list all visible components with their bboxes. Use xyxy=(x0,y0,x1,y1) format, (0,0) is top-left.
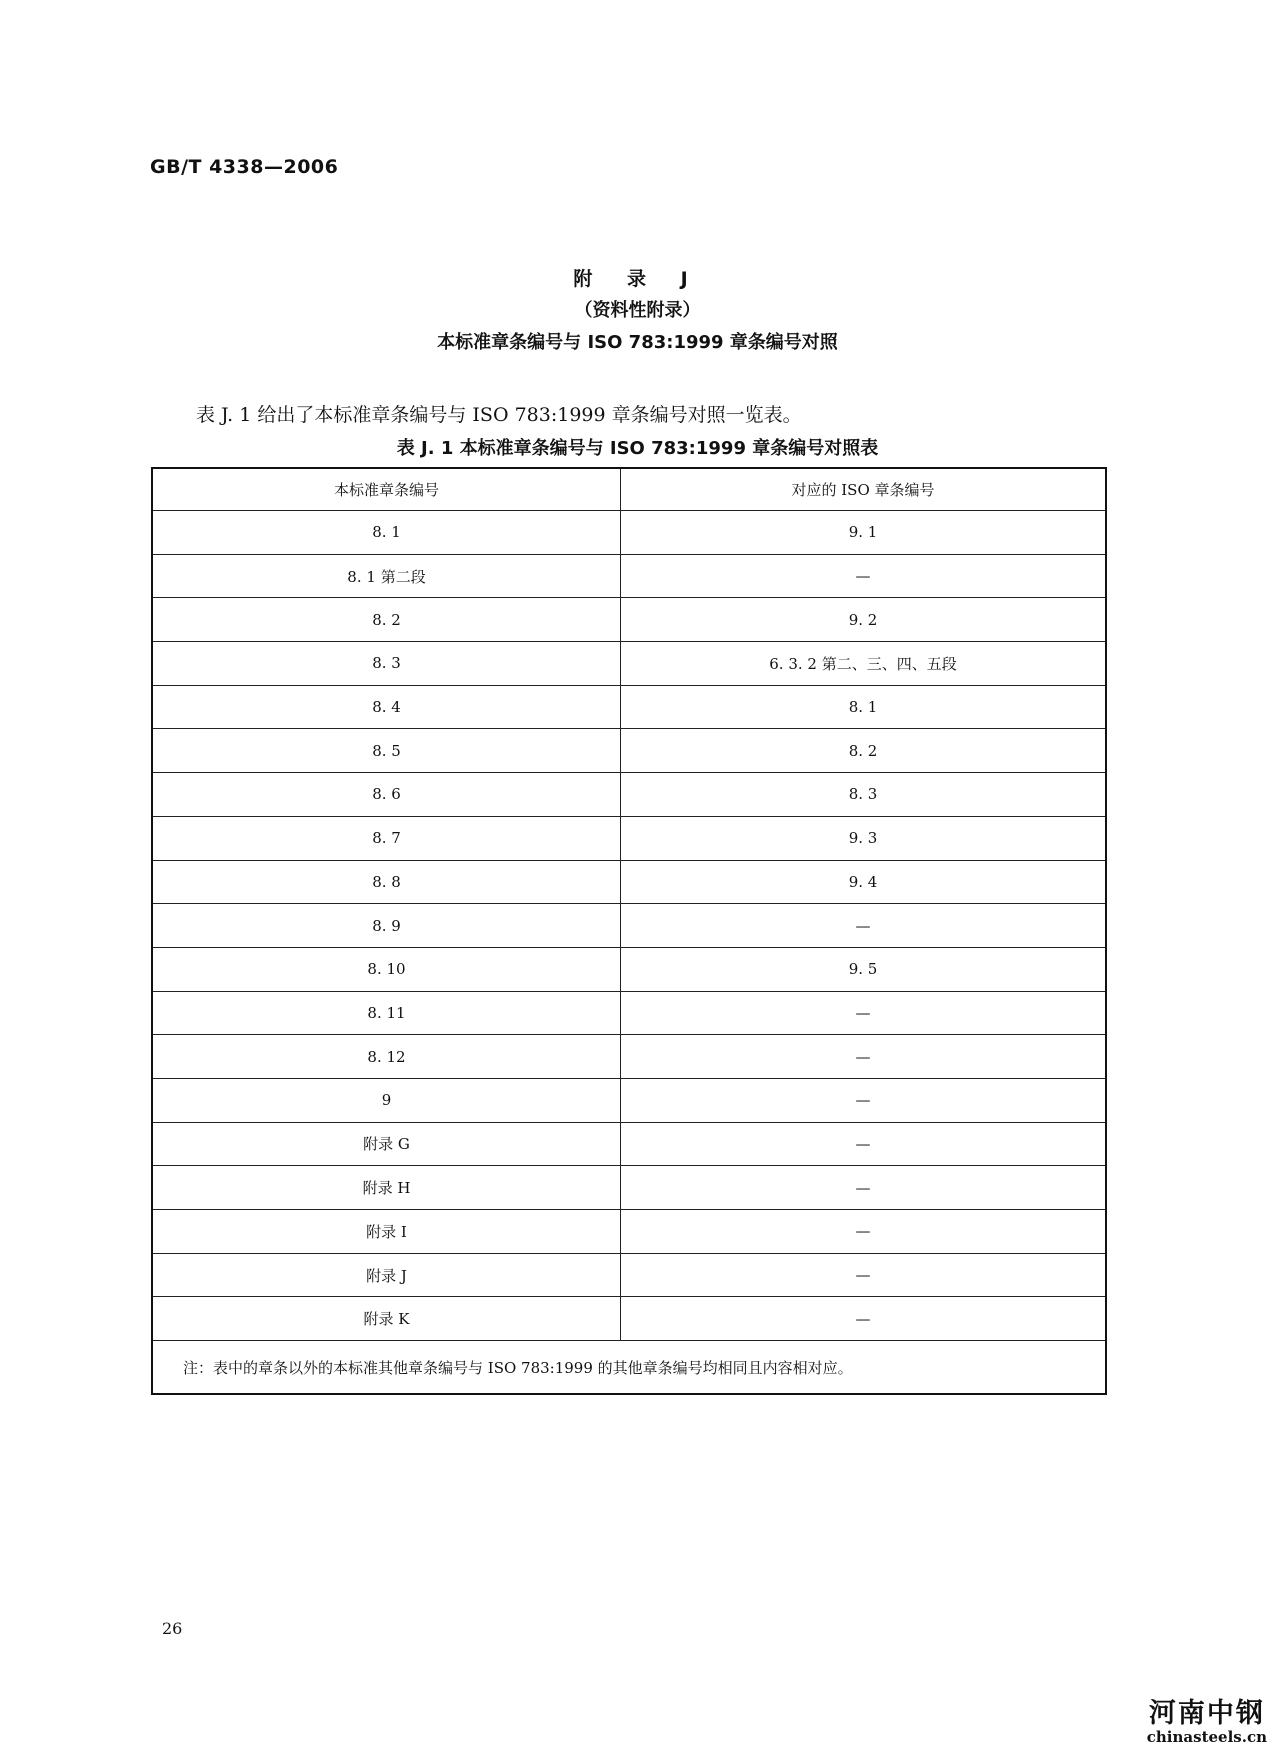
cell-iso-clause: — xyxy=(621,1297,1107,1341)
table-row xyxy=(152,1253,1106,1297)
cell-standard-clause: 8. 1 xyxy=(152,511,621,555)
table-row xyxy=(152,511,1106,555)
cell-standard-clause: 8. 8 xyxy=(152,860,621,904)
table-row xyxy=(152,816,1106,860)
cell-standard-clause: 附录 K xyxy=(152,1297,621,1341)
table-row xyxy=(152,947,1106,991)
cell-iso-clause: — xyxy=(621,1078,1107,1122)
table-row xyxy=(152,1210,1106,1254)
cell-iso-clause: — xyxy=(621,554,1107,598)
cell-standard-clause: 8. 10 xyxy=(152,947,621,991)
cell-standard-clause: 8. 4 xyxy=(152,685,621,729)
table-row xyxy=(152,1166,1106,1210)
cell-standard-clause: 附录 J xyxy=(152,1253,621,1297)
cell-standard-clause: 8. 12 xyxy=(152,1035,621,1079)
table-row xyxy=(152,1035,1106,1079)
cell-iso-clause: 9. 4 xyxy=(621,860,1107,904)
cell-iso-clause: 9. 5 xyxy=(621,947,1107,991)
cell-iso-clause: 9. 3 xyxy=(621,816,1107,860)
watermark-logo xyxy=(1147,1700,1267,1746)
table-row xyxy=(152,1078,1106,1122)
comparison-table xyxy=(151,467,1107,1395)
appendix-title: 附 录 J xyxy=(573,268,702,290)
cell-standard-clause: 8. 9 xyxy=(152,904,621,948)
cell-iso-clause: 8. 1 xyxy=(621,685,1107,729)
cell-iso-clause: — xyxy=(621,1253,1107,1297)
cell-standard-clause: 附录 I xyxy=(152,1210,621,1254)
cell-iso-clause: 8. 2 xyxy=(621,729,1107,773)
table-row xyxy=(152,685,1106,729)
table-note: 注：表中的章条以外的本标准其他章条编号与 ISO 783:1999 的其他章条编号均相同且内容相对应。 xyxy=(152,1341,1106,1395)
appendix-heading: 本标准章条编号与 ISO 783:1999 章条编号对照 xyxy=(437,332,838,353)
table-header-row xyxy=(152,468,1106,511)
table-row xyxy=(152,1122,1106,1166)
cell-standard-clause: 8. 5 xyxy=(152,729,621,773)
table-row xyxy=(152,642,1106,686)
cell-standard-clause: 9 xyxy=(152,1078,621,1122)
cell-iso-clause: 9. 1 xyxy=(621,511,1107,555)
column-header-standard: 本标准章条编号 xyxy=(152,468,621,511)
cell-standard-clause: 8. 7 xyxy=(152,816,621,860)
table-note-row xyxy=(152,1341,1106,1395)
cell-standard-clause: 8. 3 xyxy=(152,642,621,686)
table-row xyxy=(152,773,1106,817)
cell-iso-clause: — xyxy=(621,1210,1107,1254)
cell-iso-clause: 8. 3 xyxy=(621,773,1107,817)
table-row xyxy=(152,860,1106,904)
cell-standard-clause: 8. 1 第二段 xyxy=(152,554,621,598)
intro-paragraph: 表 J. 1 给出了本标准章条编号与 ISO 783:1999 章条编号对照一览表。 xyxy=(196,404,802,426)
table-row xyxy=(152,598,1106,642)
cell-standard-clause: 8. 2 xyxy=(152,598,621,642)
table-row xyxy=(152,554,1106,598)
table-row xyxy=(152,991,1106,1035)
cell-iso-clause: 9. 2 xyxy=(621,598,1107,642)
cell-standard-clause: 附录 G xyxy=(152,1122,621,1166)
cell-iso-clause: — xyxy=(621,1122,1107,1166)
cell-iso-clause: — xyxy=(621,904,1107,948)
column-header-iso: 对应的 ISO 章条编号 xyxy=(621,468,1107,511)
table-row xyxy=(152,904,1106,948)
appendix-subtitle: （资料性附录） xyxy=(574,300,701,321)
table-row xyxy=(152,1297,1106,1341)
cell-standard-clause: 附录 H xyxy=(152,1166,621,1210)
cell-standard-clause: 8. 11 xyxy=(152,991,621,1035)
watermark-url: chinasteels.cn xyxy=(1146,1728,1267,1746)
cell-standard-clause: 8. 6 xyxy=(152,773,621,817)
cell-iso-clause: — xyxy=(621,991,1107,1035)
cell-iso-clause: — xyxy=(621,1035,1107,1079)
page-number: 26 xyxy=(162,1619,183,1638)
cell-iso-clause: 6. 3. 2 第二、三、四、五段 xyxy=(621,642,1107,686)
watermark-brand: 河南中钢 xyxy=(1148,1698,1265,1729)
cell-iso-clause: — xyxy=(621,1166,1107,1210)
standard-code: GB/T 4338—2006 xyxy=(150,156,339,178)
table-row xyxy=(152,729,1106,773)
table-caption: 表 J. 1 本标准章条编号与 ISO 783:1999 章条编号对照表 xyxy=(396,438,879,459)
